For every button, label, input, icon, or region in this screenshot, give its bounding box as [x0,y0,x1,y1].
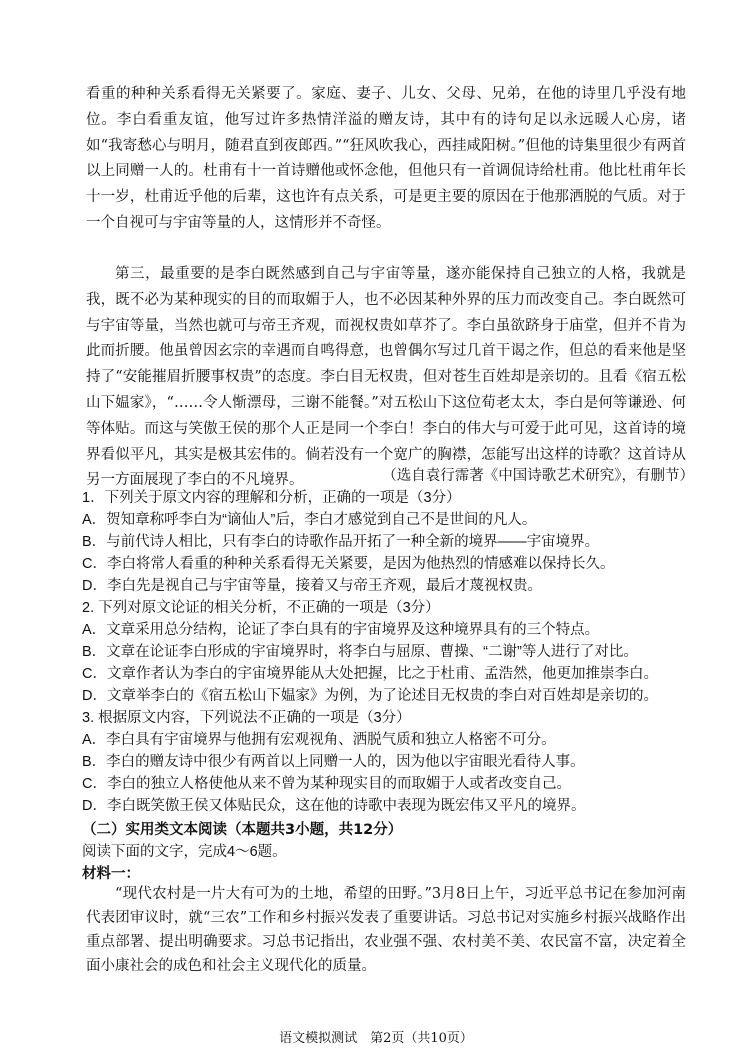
answer-option: C．李白的独立人格使他从来不曾为某种现实目的而取媚于人或者改变自己。 [82,776,571,792]
material-label: 材料一： [82,866,140,882]
answer-option: A．文章采用总分结构，论证了李白具有的宇宙境界及这种境界具有的三个特点。 [82,622,600,638]
answer-option: D．文章举李白的《宿五松山下媪家》为例，为了论述目无权贵的李白对百姓却是亲切的。 [82,688,658,704]
answer-option: B．与前代诗人相比，只有李白的诗歌作品开拓了一种全新的境界——宇宙境界。 [82,534,600,550]
question-stem: 3. 根据原文内容，下列说法不正确的一项是（3分） [82,710,411,726]
source-citation: （选自袁行霈著《中国诗歌艺术研究》，有删节） [382,468,694,484]
section-heading: （二）实用类文本阅读（本题共3小题，共12分） [82,822,403,838]
answer-option: C．李白将常人看重的种种关系看得无关紧要，是因为他热烈的情感难以保持长久。 [82,556,615,572]
answer-option: B．李白的赠友诗中很少有两首以上同赠一人的，因为他以宇宙眼光看待人事。 [82,754,585,770]
answer-option: A．贺知章称呼李白为“谪仙人”后，李白才感觉到自己不是世间的凡人。 [82,512,537,528]
passage-paragraph: 第三，最重要的是李白既然感到自己与宇宙等量，遂亦能保持自己独立的人格，我就是我，既不必为某种现实的目的而取媚于人，也不必因某种外界的压力而改变自己。李白既然可与宇宙等量，当然也就可与帝王齐观，而视权贵如草芥了。李白虽欲跻身于庙堂，但并不肯为此而折腰。他虽曾因玄宗的幸遇而自鸣得意，也曾偶尔写过几首干谒之作，但总的看来他是坚持了“安能摧眉折腰事权贵”的态度。李白目无权贵，但对苍生百姓却是亲切的。且看《宿五松山下媪家》，“……令人惭漂母，三谢不能餐。”对五松山下这位荀老太太，李白是何等谦逊、何等体贴。而这与笑傲王侯的那个人正是同一个李白！李白的伟大与可爱于此可见，这首诗的境界看似平凡，其实是极其宏伟的。倘若没有一个宽广的胸襟，怎能写出这样的诗歌？这首诗从另一方面展现了李白的不凡境界。 [86,266,686,489]
answer-option: D．李白既笑傲王侯又体贴民众，这在他的诗歌中表现为既宏伟又平凡的境界。 [82,798,586,814]
answer-option: C．文章作者认为李白的宇宙境界能从大处把握，比之于杜甫、孟浩然，他更加推崇李白。 [82,666,658,682]
section-instruction: 阅读下面的文字，完成4～6题。 [82,844,287,860]
passage-paragraph: 看重的种种关系看得无关紧要了。家庭、妻子、儿女、父母、兄弟，在他的诗里几乎没有地位。李白看重友谊，他写过许多热情洋溢的赠友诗，其中有的诗句足以永远暖人心房，诸如“我寄愁心与明月，随君直到夜郎西。”“狂风吹我心，西挂咸阳树。”但他的诗集里很少有两首以上同赠一人的。杜甫有十一首诗赠他或怀念他，但他只有一首调侃诗给杜甫。他比杜甫年长十一岁，杜甫近乎他的后辈，这也许有点关系，可是更主要的原因在于他那洒脱的气质。对于一个自视可与宇宙等量的人，这情形并不奇怪。 [86,86,686,231]
answer-option: B．文章在论证李白形成的宇宙境界时，将李白与屈原、曹操、“二谢”等人进行了对比。 [82,644,638,660]
question-stem: 1．下列关于原文内容的理解和分析，正确的一项是（3分） [82,490,461,506]
question-stem: 2. 下列对原文论证的相关分析，不正确的一项是（3分） [82,600,440,616]
answer-option: A．李白具有宇宙境界与他拥有宏观视角、洒脱气质和独立人格密不可分。 [82,732,556,748]
material-paragraph: “现代农村是一片大有可为的土地，希望的田野。”3月8日上午，习近平总书记在参加河南代表团审议时，就“三农”工作和乡村振兴发表了重要讲话。习总书记对实施乡村振兴战略作出重点部署、提出明确要求。习总书记指出，农业强不强、农村美不美、农民富不富，决定着全面小康社会的成色和社会主义现代化的质量。 [86,886,686,974]
page-footer: 语文模拟测试 第2页（共10页） [279,1031,473,1046]
answer-option: D．李白先是视自己与宇宙等量，接着又与帝王齐观，最后才蔑视权贵。 [82,578,542,594]
